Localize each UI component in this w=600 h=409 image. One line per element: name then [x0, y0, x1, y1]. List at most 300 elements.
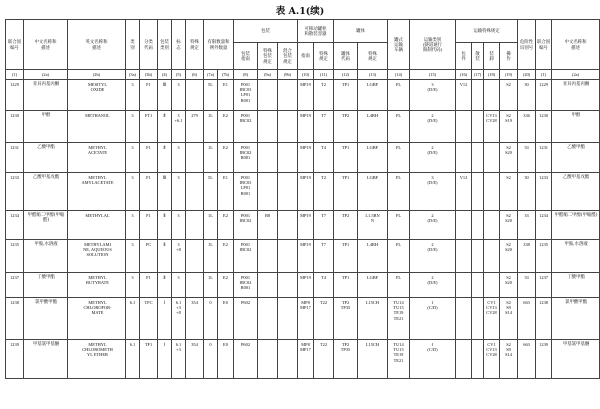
table-cell: 6.1 [126, 340, 140, 379]
table-cell: T2 [314, 173, 334, 211]
table-cell: TP1 [334, 240, 358, 273]
table-cell: 33 [518, 273, 536, 298]
table-cell: Ⅲ [158, 80, 172, 111]
header-cell: 类 别 [126, 20, 140, 70]
table-cell: L4BH [358, 111, 388, 143]
table-row [6, 173, 600, 211]
table-cell: FL [388, 240, 410, 273]
table-cell: 乙酸甲基戊酯 [24, 173, 68, 211]
header-cell: 分类 代码 [140, 20, 158, 70]
table-cell: MP8 MP17 [298, 340, 314, 379]
table-cell [278, 273, 298, 298]
table-cell: 1238 [536, 298, 552, 340]
column-number: (6) [186, 70, 204, 80]
table-cell: 1233 [536, 173, 552, 211]
table-cell: TU14 TU15 TE19 TE21 [388, 340, 410, 379]
table-cell: 663 [518, 340, 536, 379]
table-cell: MP19 [298, 273, 314, 298]
table-cell: S2 S20 [500, 273, 518, 298]
table-cell: MP19 [298, 80, 314, 111]
table-cell: 2 (D/E) [410, 211, 456, 240]
table-cell [278, 111, 298, 143]
table-cell: V12 [456, 80, 472, 111]
header-cell: 罐式 运输 车辆 [388, 20, 410, 70]
table-cell [278, 298, 298, 340]
header-cell: 包装 指南 [234, 43, 258, 70]
table-cell: E0 [218, 340, 234, 379]
table-cell: 3 [126, 173, 140, 211]
table-cell: MESITYL OXIDE [68, 80, 126, 111]
table-cell: 乙酸甲基戊酯 [552, 173, 600, 211]
table-cell: TP2 [334, 211, 358, 240]
table-cell: 6.1 [126, 298, 140, 340]
table-cell: 1234 [536, 211, 552, 240]
table-cell: 3 +6.1 [172, 111, 186, 143]
table-cell: 甲基氯甲基醚 [552, 340, 600, 379]
table-cell: F1 [140, 173, 158, 211]
table-cell [278, 173, 298, 211]
table-row [6, 240, 600, 273]
table-row [6, 211, 600, 240]
column-number-row [6, 70, 600, 80]
table-cell [456, 211, 472, 240]
table-cell: 3 [126, 143, 140, 173]
table-cell: 甲基氯甲基醚 [24, 340, 68, 379]
column-number: (5) [172, 70, 186, 80]
table-cell: S2 S9 S14 [500, 298, 518, 340]
table-cell: 1229 [6, 80, 24, 111]
table-cell: LGBF [358, 80, 388, 111]
table-cell: T22 [314, 298, 334, 340]
table-cell: T7 [314, 111, 334, 143]
table-cell [278, 240, 298, 273]
table-cell: E1 [218, 80, 234, 111]
table-cell: 1239 [536, 340, 552, 379]
table-cell: TP2 TP35 [334, 298, 358, 340]
table-cell: 乙酸甲酯 [24, 143, 68, 173]
table-cell: 乙酸甲酯 [552, 143, 600, 173]
table-cell: TP2 [334, 111, 358, 143]
table-cell: Ⅰ [158, 340, 172, 379]
table-cell [484, 80, 500, 111]
table-cell: CV1 CV13 CV28 [484, 340, 500, 379]
table-row [6, 111, 600, 143]
table-cell: MP8 MP17 [298, 298, 314, 340]
table-cell: T7 [314, 240, 334, 273]
table-cell: 3 [126, 273, 140, 298]
table-cell: 3 [172, 173, 186, 211]
table-cell [258, 80, 278, 111]
table-cell [456, 240, 472, 273]
header-row-1 [6, 20, 600, 43]
table-cell: 氯甲酸甲酯 [24, 298, 68, 340]
table-cell: P001 IBC02 [234, 211, 258, 240]
table-cell: 甲醛缩二甲醇(甲缩醛) [24, 211, 68, 240]
column-number: (3b) [140, 70, 158, 80]
table-cell: METHANOL [68, 111, 126, 143]
table-cell: P001 IBC02 [234, 111, 258, 143]
table-cell: P001 IBC03 LP01 R001 [234, 173, 258, 211]
table-cell: S2 S20 [500, 211, 518, 240]
column-number: (4) [158, 70, 172, 80]
table-cell: 1L [204, 240, 218, 273]
table-cell: 1235 [6, 240, 24, 273]
table-cell [472, 211, 484, 240]
table-cell [472, 240, 484, 273]
table-row [6, 340, 600, 379]
table-cell: METHYL CHLOROMETH YL ETHER [68, 340, 126, 379]
table-cell: METHYLAL [68, 211, 126, 240]
table-cell: 1235 [536, 240, 552, 273]
table-cell [456, 273, 472, 298]
table-cell: 1L [204, 143, 218, 173]
table-cell [258, 298, 278, 340]
table-title: 表 A.1(续) [275, 6, 325, 17]
table-cell [472, 298, 484, 340]
table-cell: 354 [186, 298, 204, 340]
table-cell: 1231 [6, 143, 24, 173]
table-cell [186, 273, 204, 298]
table-cell: P001 IBC02 [234, 240, 258, 273]
column-number: (9b) [278, 70, 298, 80]
table-cell: L4BH [358, 240, 388, 273]
table-cell: P001 IBC03 LP01 R001 [234, 80, 258, 111]
table-cell: V12 [456, 173, 472, 211]
table-cell: 2 (D/E) [410, 240, 456, 273]
table-cell: 279 [186, 111, 204, 143]
column-number: (17) [472, 70, 484, 80]
header-cell: 英文名称和 描述 [68, 20, 126, 70]
table-cell: S2 S20 [500, 143, 518, 173]
table-cell: 1237 [6, 273, 24, 298]
column-number: (14) [388, 70, 410, 80]
table-body [6, 80, 600, 379]
table-cell: Ⅱ [158, 111, 172, 143]
table-cell: 2 (D/E) [410, 273, 456, 298]
table-cell: 33 [518, 211, 536, 240]
table-cell: B8 [258, 211, 278, 240]
table-cell: FL [388, 80, 410, 111]
table-cell: 1229 [536, 80, 552, 111]
table-cell: 30 [518, 80, 536, 111]
table-cell: TP1 [334, 143, 358, 173]
header-cell: 混合 包装 规定 [278, 43, 298, 70]
table-cell [278, 80, 298, 111]
column-number: (12) [334, 70, 358, 80]
table-cell: 氯甲酸甲酯 [552, 298, 600, 340]
table-cell: 甲醛缩二甲醇(甲缩醛) [552, 211, 600, 240]
table-cell [258, 143, 278, 173]
table-cell: 0 [204, 298, 218, 340]
table-cell [258, 273, 278, 298]
header-cell: 装 卸 [484, 43, 500, 70]
header-cell: 有限数量和 例外数量 [204, 20, 234, 70]
table-cell: F1 [140, 273, 158, 298]
table-cell: Ⅲ [158, 173, 172, 211]
table-cell [258, 111, 278, 143]
table-cell: 3 [126, 111, 140, 143]
table-cell: LGBF [358, 273, 388, 298]
table-cell: F1 [140, 80, 158, 111]
table-cell: 1L [204, 273, 218, 298]
table-cell: E2 [218, 143, 234, 173]
table-cell: TFC [140, 298, 158, 340]
table-cell: 3 +8 [172, 240, 186, 273]
column-number: (2b) [68, 70, 126, 80]
table-row [6, 80, 600, 111]
column-number: (9a) [258, 70, 278, 80]
column-number: (11) [314, 70, 334, 80]
table-cell [484, 240, 500, 273]
table-cell: MP19 [298, 211, 314, 240]
table-cell: 1234 [6, 211, 24, 240]
column-number: (15) [410, 70, 456, 80]
table-cell [456, 111, 472, 143]
table-cell: F1 [140, 211, 158, 240]
table-cell: 亚异丙基丙酮 [552, 80, 600, 111]
table-cell: 3 [172, 80, 186, 111]
table-cell: T2 [314, 80, 334, 111]
table-cell: TP1 [334, 80, 358, 111]
table-cell: 338 [518, 240, 536, 273]
table-cell: 甲胺,水溶液 [24, 240, 68, 273]
column-number: (10) [298, 70, 314, 80]
table-cell: 3 [126, 211, 140, 240]
table-cell [278, 340, 298, 379]
table-cell: 0 [204, 340, 218, 379]
table-cell: 2 (D/E) [410, 111, 456, 143]
table-cell: L15CH [358, 340, 388, 379]
table-cell [472, 80, 484, 111]
table-cell: METHYL BUTYRATE [68, 273, 126, 298]
dangerous-goods-table [5, 19, 600, 379]
table-cell: 6.1 +3 [172, 340, 186, 379]
table-cell [186, 143, 204, 173]
table-cell: 1231 [536, 143, 552, 173]
table-cell: 5L [204, 173, 218, 211]
column-number: (18) [484, 70, 500, 80]
table-cell [472, 173, 484, 211]
table-cell: E1 [218, 173, 234, 211]
table-cell [186, 173, 204, 211]
column-number: (16) [456, 70, 472, 80]
table-cell: 1233 [6, 173, 24, 211]
table-cell: FL [388, 273, 410, 298]
column-number: (2a) [24, 70, 68, 80]
table-cell [472, 340, 484, 379]
table-cell [278, 143, 298, 173]
table-cell: METHYLAMI NE, AQUEOUS SOLUTION [68, 240, 126, 273]
table-cell: LGBF [358, 173, 388, 211]
table-cell: LGBF [358, 143, 388, 173]
table-cell [186, 211, 204, 240]
table-cell: MP19 [298, 240, 314, 273]
table-cell: 3 (D/E) [410, 173, 456, 211]
table-cell: E2 [218, 111, 234, 143]
table-cell: S2 [500, 173, 518, 211]
table-cell: FL [388, 111, 410, 143]
table-cell: T7 [314, 211, 334, 240]
table-cell: MP19 [298, 143, 314, 173]
table-cell: 2 (D/E) [410, 143, 456, 173]
table-cell: 亚异丙基丙酮 [24, 80, 68, 111]
table-cell: Ⅱ [158, 273, 172, 298]
table-cell: 3 [172, 211, 186, 240]
table-cell: 3 [172, 143, 186, 173]
table-cell [186, 80, 204, 111]
header-cell: 特殊 规定 [314, 43, 334, 70]
table-cell: 1238 [6, 298, 24, 340]
header-cell: 特殊 规定 [186, 20, 204, 70]
table-cell: Ⅱ [158, 143, 172, 173]
header-cell: 联合国 编号 [6, 20, 24, 70]
table-cell: 336 [518, 111, 536, 143]
column-number: (7b) [218, 70, 234, 80]
table-cell: 3 [172, 273, 186, 298]
column-number: (8) [234, 70, 258, 80]
table-cell: 33 [518, 143, 536, 173]
table-cell: 354 [186, 340, 204, 379]
table-cell [186, 240, 204, 273]
table-cell: Ⅱ [158, 211, 172, 240]
table-cell: L1.5BN N [358, 211, 388, 240]
header-cell: 包 件 [456, 43, 472, 70]
table-cell: TP2 TP35 [334, 340, 358, 379]
table-cell: 1230 [536, 111, 552, 143]
table-cell: S2 S19 [500, 111, 518, 143]
table-cell: 30 [518, 173, 536, 211]
table-cell [456, 143, 472, 173]
table-row [6, 298, 600, 340]
header-group-special: 运输特殊规定 [456, 20, 518, 43]
table-cell [472, 111, 484, 143]
table-cell: F1 [140, 143, 158, 173]
table-cell [484, 173, 500, 211]
header-cell: 中文名称和 描述 [24, 20, 68, 70]
table-cell: CV13 CV28 [484, 111, 500, 143]
column-number: (13) [358, 70, 388, 80]
table-cell: 1237 [536, 273, 552, 298]
header-group-road-tank: 罐体 [334, 20, 388, 43]
table-cell: 1L [204, 211, 218, 240]
table-cell: 1 (C/D) [410, 340, 456, 379]
table-cell [484, 211, 500, 240]
table-cell [278, 211, 298, 240]
table-cell: S2 S20 [500, 240, 518, 273]
table-cell [258, 173, 278, 211]
table-cell: T22 [314, 340, 334, 379]
table-row [6, 273, 600, 298]
table-cell: L15CH [358, 298, 388, 340]
table-cell: FL [388, 173, 410, 211]
table-cell: 663 [518, 298, 536, 340]
table-cell: E2 [218, 211, 234, 240]
table-cell: 5L [204, 80, 218, 111]
table-cell [258, 240, 278, 273]
table-cell: P001 IBC02 R001 [234, 273, 258, 298]
table-cell: 甲醇 [552, 111, 600, 143]
table-cell: MP19 [298, 111, 314, 143]
table-cell: T4 [314, 143, 334, 173]
table-cell: 1230 [6, 111, 24, 143]
table-cell: 丁酸甲酯 [552, 273, 600, 298]
table-cell: P602 [234, 340, 258, 379]
header-cell: 中文名称和 描述 [552, 20, 600, 70]
header-cell: 操 作 [500, 43, 518, 70]
table-cell [484, 143, 500, 173]
table-cell: METHYL CHLOROFOR- MATE [68, 298, 126, 340]
table-cell: E0 [218, 298, 234, 340]
header-cell: 运输类别 (隧道通行 限制代码) [410, 20, 456, 70]
table-cell: 1239 [6, 340, 24, 379]
header-cell: 散 装 [472, 43, 484, 70]
table-cell [456, 298, 472, 340]
table-cell: 6.1 +3 +8 [172, 298, 186, 340]
header-cell: 联合国 编号 [536, 20, 552, 70]
table-cell: 丁酸甲酯 [24, 273, 68, 298]
table-cell: E2 [218, 240, 234, 273]
table-row [6, 143, 600, 173]
table-cell: 1L [204, 111, 218, 143]
table-cell: METHYL ACETATE [68, 143, 126, 173]
table-cell: 3 (D/E) [410, 80, 456, 111]
table-cell: FL [388, 211, 410, 240]
header-cell: 危险性 识别号 [518, 20, 536, 70]
column-number: (3a) [126, 70, 140, 80]
header-group-packaging: 包装 [234, 20, 298, 43]
table-cell: TP1 [334, 273, 358, 298]
column-number: (1) [536, 70, 552, 80]
header-cell: 指南 [298, 43, 314, 70]
table-cell: FT1 [140, 111, 158, 143]
header-cell: 标 志 [172, 20, 186, 70]
table-cell: METHYL AMYLACETATE [68, 173, 126, 211]
table-cell [472, 273, 484, 298]
table-cell: 3 [126, 240, 140, 273]
column-number: (19) [500, 70, 518, 80]
table-cell: TF1 [140, 340, 158, 379]
table-cell: S2 S9 S14 [500, 340, 518, 379]
header-cell: 特殊 规定 [358, 43, 388, 70]
table-cell [258, 340, 278, 379]
column-number: (1) [6, 70, 24, 80]
header-group-portable-tank: 可移动罐柜 和散装容器 [298, 20, 334, 43]
table-cell: MP19 [298, 173, 314, 211]
table-cell: TP1 [334, 173, 358, 211]
table-cell: CV1 CV13 CV28 [484, 298, 500, 340]
table-cell: E2 [218, 273, 234, 298]
table-cell [484, 273, 500, 298]
column-number: (2a) [552, 70, 600, 80]
table-cell: T4 [314, 273, 334, 298]
table-cell: P602 [234, 298, 258, 340]
table-cell: Ⅱ [158, 240, 172, 273]
table-cell: 甲胺,水溶液 [552, 240, 600, 273]
table-cell: S2 [500, 80, 518, 111]
table-cell: 3 [126, 80, 140, 111]
table-cell: 甲醇 [24, 111, 68, 143]
table-cell: Ⅰ [158, 298, 172, 340]
header-cell: 特殊 包装 规定 [258, 43, 278, 70]
table-cell: FL [388, 143, 410, 173]
table-cell: P001 IBC02 R001 [234, 143, 258, 173]
table-cell: FC [140, 240, 158, 273]
column-number: (20) [518, 70, 536, 80]
header-cell: 包装 类别 [158, 20, 172, 70]
header-cell: 罐体 代码 [334, 43, 358, 70]
table-cell [472, 143, 484, 173]
table-cell: 1 (C/D) [410, 298, 456, 340]
